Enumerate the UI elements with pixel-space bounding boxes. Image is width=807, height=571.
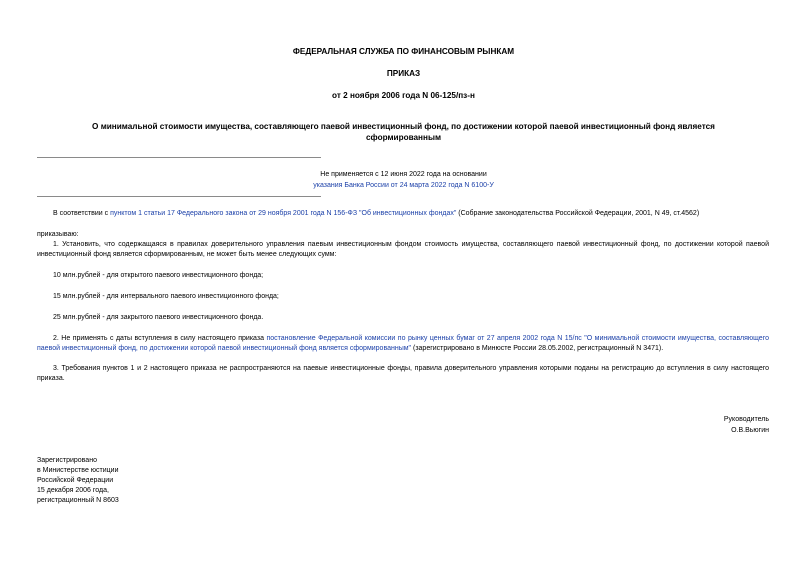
divider-bottom [37, 196, 321, 197]
order-word: приказываю: [37, 231, 79, 238]
registration-line: регистрационный N 8603 [37, 497, 119, 504]
agency-title: ФЕДЕРАЛЬНАЯ СЛУЖБА ПО ФИНАНСОВЫМ РЫНКАМ [292, 47, 515, 56]
status-link-wrap [0, 181, 807, 191]
status-link[interactable]: указания Банка России от 24 марта 2022 года N 6100-У [313, 182, 494, 189]
preamble-law-link[interactable]: пунктом 1 статьи 17 Федерального закона от 29 ноября 2001 года N 156-ФЗ "Об инвестиционных фондах" [110, 210, 457, 217]
amount-open-fund: 10 млн.рублей - для открытого паевого инвестиционного фонда; [53, 272, 264, 279]
preamble [37, 209, 769, 219]
status-line: Не применяется с 12 июня 2022 года на основании [320, 171, 487, 178]
doc-title-line2: сформированным [365, 133, 441, 142]
item-2 [37, 334, 769, 354]
signature-name: О.В.Вьюгин [731, 427, 769, 434]
item-3: 3. Требования пунктов 1 и 2 настоящего приказа не распространяются на паевые инвестиционные фонды, правила доверительного управления которыми поданы на регистрацию до вступления в силу настоящего приказа. [37, 365, 769, 382]
amount-closed-fund: 25 млн.рублей - для закрытого паевого инвестиционного фонда. [53, 314, 264, 321]
divider-top [37, 157, 321, 158]
preamble-prefix: В соответствии с [53, 210, 111, 217]
amount-interval-fund: 15 млн.рублей - для интервального паевого инвестиционного фонда; [53, 293, 279, 300]
item-2-prefix: 2. Не применять с даты вступления в силу настоящего приказа [53, 335, 267, 342]
preamble-suffix: (Собрание законодательства Российской Федерации, 2001, N 49, ст.4562) [456, 210, 700, 217]
doc-date-number: от 2 ноября 2006 года N 06-125/пз-н [332, 91, 475, 100]
registration-line: Зарегистрировано [37, 457, 97, 464]
doc-type: ПРИКАЗ [386, 69, 421, 78]
signature-role: Руководитель [723, 416, 769, 423]
item-2-suffix: (зарегистрировано в Минюсте России 28.05.2002, регистрационный N 3471). [411, 345, 664, 352]
item-1: 1. Установить, что содержащаяся в правилах доверительного управления паевым инвестиционным фондом стоимость имущества, составляющего паевой инвестиционный фонд, по достижении которой паевой инвестиционный фонд является сформированным, не может быть менее следующих сумм: [37, 241, 769, 258]
registration-line: в Министерстве юстиции [37, 467, 119, 474]
doc-title-line1: О минимальной стоимости имущества, составляющего паевой инвестиционный фонд, по достижении которой паевой инвестиционный фонд является [92, 122, 715, 131]
registration-block [37, 456, 119, 506]
registration-line: 15 декабря 2006 года, [37, 487, 109, 494]
item-2-resolution-link[interactable]: постановление Федеральной комиссии по рынку ценных бумаг от 27 апреля 2002 года N 15/пс "О минимальной стоимости имущества, составляющего паевой инвестиционный фонд, по достижении которой паевой инвестиционный фонд является сформированным" [37, 335, 769, 352]
registration-line: Российской Федерации [37, 477, 114, 484]
